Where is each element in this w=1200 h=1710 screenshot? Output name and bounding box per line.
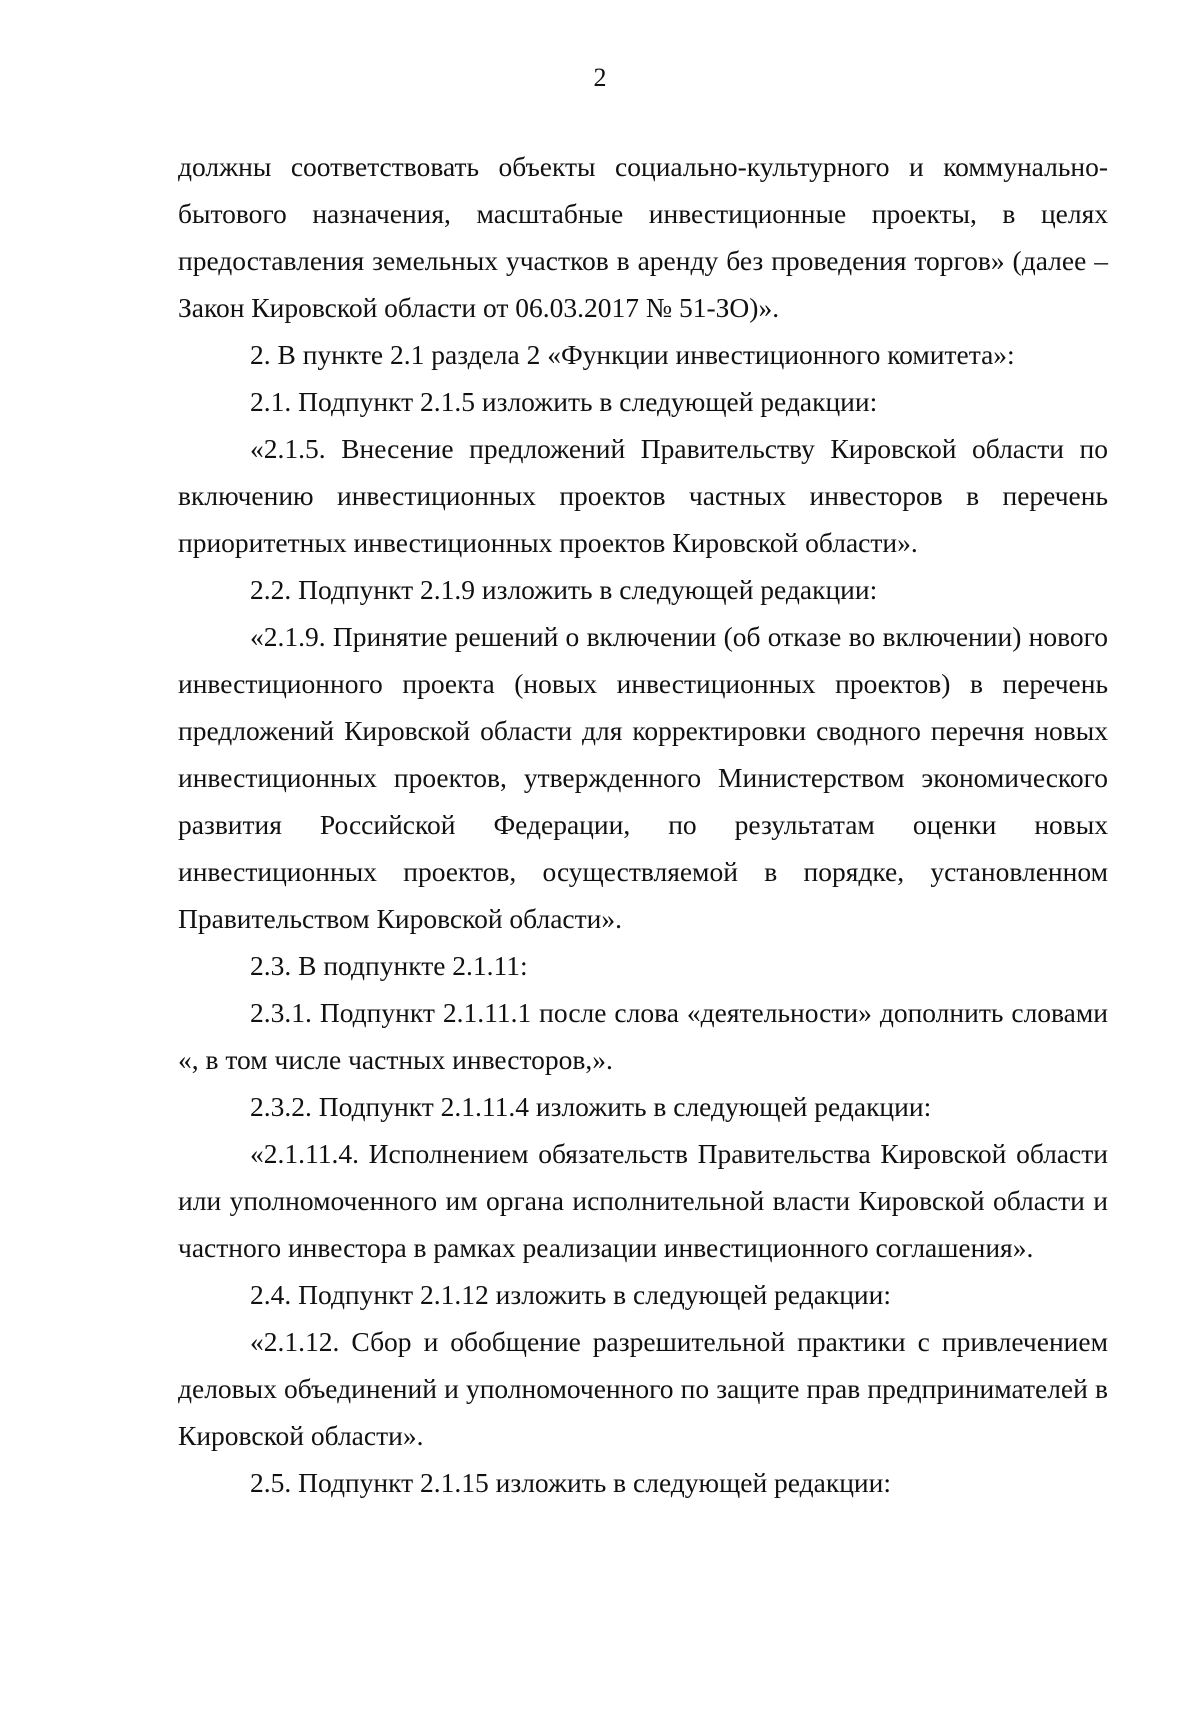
paragraph-item-2-3-1: 2.3.1. Подпункт 2.1.11.1 после слова «деятельности» дополнить словами «, в том числе частных инвесторов,». <box>178 997 1108 1075</box>
document-body <box>178 143 1108 1506</box>
paragraph-quote-2-1-5: «2.1.5. Внесение предложений Правительству Кировской области по включению инвестиционных проектов частных инвесторов в перечень приоритетных инвестиционных проектов Кировской области». <box>178 433 1108 558</box>
paragraph-item-2-3-2: 2.3.2. Подпункт 2.1.11.4 изложить в следующей редакции: <box>250 1091 932 1122</box>
paragraph-item-2-1: 2.1. Подпункт 2.1.5 изложить в следующей редакции: <box>250 386 878 417</box>
paragraph-item-2-4: 2.4. Подпункт 2.1.12 изложить в следующей редакции: <box>250 1279 891 1310</box>
page-number: 2 <box>593 63 607 92</box>
paragraph-quote-2-1-9: «2.1.9. Принятие решений о включении (об отказе во включении) нового инвестиционного проекта (новых инвестиционных проектов) в перечень предложений Кировской области для корректировки сводного перечня новых инвестиционных проектов, утвержденного Министерством экономического развития Российской Федерации, по результатам оценки новых инвестиционных проектов, осуществляемой в порядке, установленном Правительством Кировской области». <box>178 621 1108 934</box>
paragraph-item-2: 2. В пункте 2.1 раздела 2 «Функции инвестиционного комитета»: <box>250 339 1015 370</box>
paragraph-quote-2-1-11-4: «2.1.11.4. Исполнением обязательств Правительства Кировской области или уполномоченного им органа исполнительной власти Кировской области и частного инвестора в рамках реализации инвестиционного соглашения». <box>178 1138 1108 1263</box>
paragraph-item-2-2: 2.2. Подпункт 2.1.9 изложить в следующей редакции: <box>250 574 878 605</box>
paragraph-quote-2-1-12: «2.1.12. Сбор и обобщение разрешительной практики с привлечением деловых объединений и уполномоченного по защите прав предпринимателей в Кировской области». <box>178 1326 1108 1451</box>
paragraph-item-2-5: 2.5. Подпункт 2.1.15 изложить в следующей редакции: <box>250 1467 891 1498</box>
paragraph-continuation: должны соответствовать объекты социально-культурного и коммунально-бытового назначения, масштабные инвестиционные проекты, в целях предоставления земельных участков в аренду без проведения торгов» (далее – Закон Кировской области от 06.03.2017 № 51-ЗО)». <box>178 151 1108 323</box>
paragraph-item-2-3: 2.3. В подпункте 2.1.11: <box>250 950 528 981</box>
